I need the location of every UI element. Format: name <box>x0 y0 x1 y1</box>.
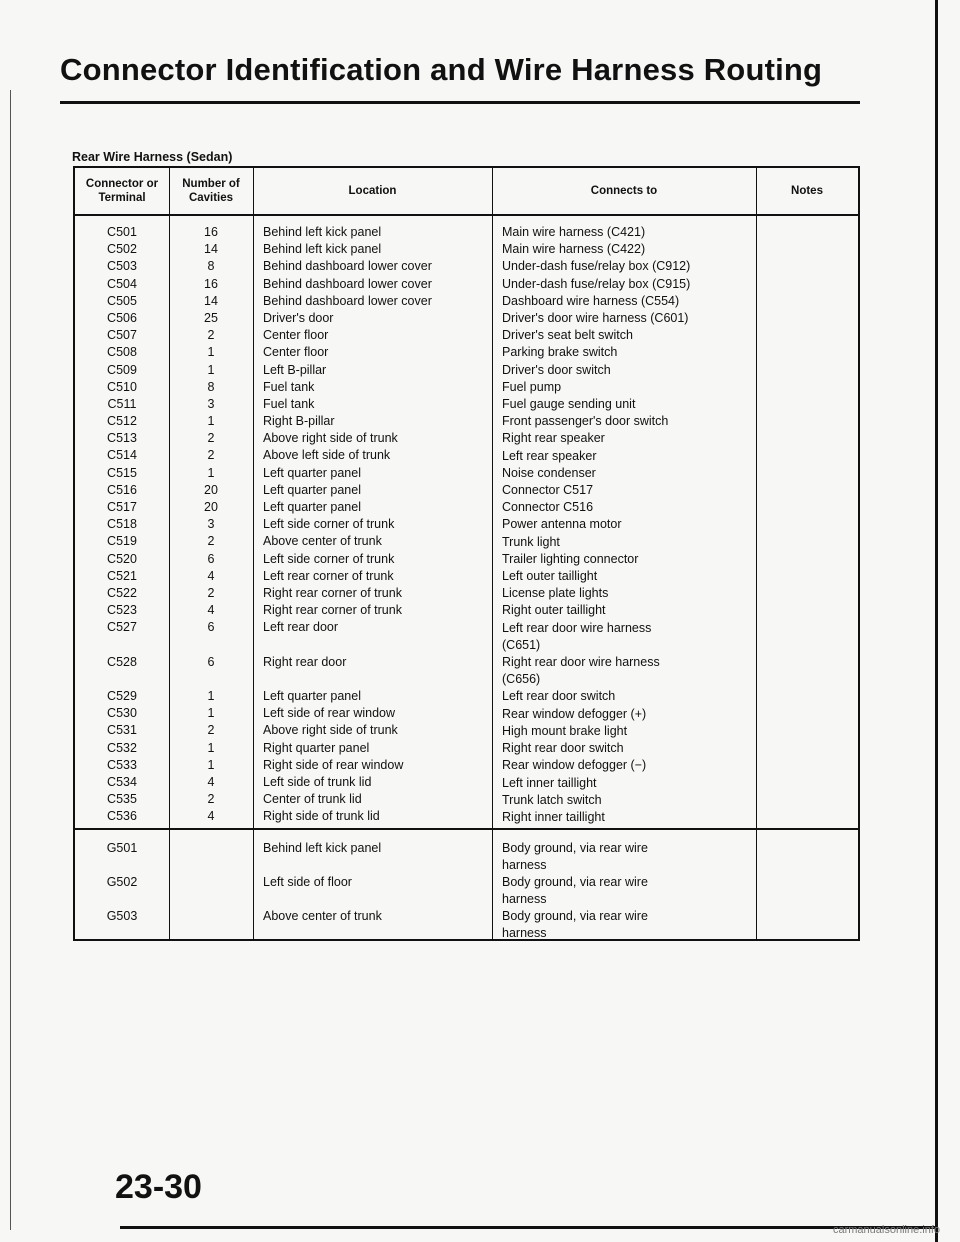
connects-to-line: Parking brake switch <box>502 345 618 360</box>
connects-to-cell <box>502 276 690 293</box>
cavity-count: 6 <box>207 551 215 566</box>
connects-to-line: Right outer taillight <box>502 603 606 618</box>
connector-location: Left B-pillar <box>263 362 327 377</box>
connects-to-cell <box>502 723 690 740</box>
cavity-count: 1 <box>207 465 215 480</box>
connects-to-line: Under-dash fuse/relay box (C915) <box>502 276 691 291</box>
connects-to-line: Connector C517 <box>502 483 594 498</box>
connector-location: Fuel tank <box>263 379 315 394</box>
cavity-count: 1 <box>207 706 215 721</box>
connects-to-line: (C651) <box>502 637 541 652</box>
connector-location: Left quarter panel <box>263 689 361 704</box>
connects-to-cell <box>502 310 690 327</box>
cavity-count: 25 <box>204 310 218 325</box>
connector-id: C503 <box>107 259 137 274</box>
connects-to-line: Driver's door switch <box>502 362 611 377</box>
location-column <box>263 224 432 826</box>
connector-id: C529 <box>107 689 137 704</box>
connects-to-line: Left inner taillight <box>502 775 597 790</box>
cavity-count: 2 <box>207 585 215 600</box>
title-rule <box>60 101 860 104</box>
connector-location: Above center of trunk <box>263 534 382 549</box>
cavity-count: 1 <box>207 362 215 377</box>
connects-to-line: Left rear door wire harness <box>502 620 652 635</box>
connector-location: Above right side of trunk <box>263 431 398 446</box>
connector-location: Right side of rear window <box>263 757 404 772</box>
connects-to-cell <box>502 465 690 482</box>
section-divider <box>75 828 858 830</box>
connector-id: C504 <box>107 276 137 291</box>
connector-id: C520 <box>107 551 137 566</box>
connector-location: Left side corner of trunk <box>263 517 395 532</box>
binder-edge-line <box>10 90 11 1230</box>
connects-to-line: Trailer lighting connector <box>502 551 639 566</box>
cavity-count: 3 <box>207 396 215 411</box>
connector-id: C517 <box>107 500 137 514</box>
connects-to-line: Fuel pump <box>502 379 562 394</box>
connector-id: C521 <box>107 568 137 583</box>
connector-id: C536 <box>107 809 137 824</box>
header-notes: Notes <box>791 185 823 197</box>
connector-id: C505 <box>107 293 137 308</box>
header-connects-to: Connects to <box>590 185 658 197</box>
connector-id: C532 <box>107 740 137 755</box>
col-divider <box>253 168 254 939</box>
cavity-count: 1 <box>207 414 215 429</box>
connector-id: C506 <box>107 310 137 325</box>
cavity-count: 14 <box>204 293 218 308</box>
connects-to-cell <box>502 499 690 516</box>
connects-to-cell <box>502 379 690 396</box>
connector-location: Right side of trunk lid <box>263 809 380 824</box>
connects-to-cell <box>502 757 690 774</box>
connects-to-line: Rear window defogger (−) <box>502 758 647 773</box>
connects-to-line: Driver's seat belt switch <box>502 328 633 343</box>
connector-location: Behind dashboard lower cover <box>263 293 432 308</box>
cavity-count: 2 <box>207 723 215 738</box>
connects-to-cell <box>502 585 690 602</box>
connects-to-line: Dashboard wire harness (C554) <box>502 293 680 308</box>
ground-id: G502 <box>106 875 138 889</box>
connects-to-line: Rear window defogger (+) <box>502 706 647 721</box>
cavity-count: 16 <box>204 225 218 239</box>
connects-to-line: Left rear door switch <box>502 689 616 704</box>
ground-connects-to-line: Body ground, via rear wire <box>502 841 648 855</box>
watermark: carmanualsonline.info <box>832 1224 940 1236</box>
connector-id: C523 <box>107 603 137 618</box>
cavity-count: 6 <box>207 654 215 669</box>
connects-to-line: Fuel gauge sending unit <box>502 397 636 412</box>
connector-id: C507 <box>107 328 137 343</box>
connects-to-line: License plate lights <box>502 586 609 601</box>
connector-location: Left rear door <box>263 620 339 635</box>
connects-to-line: Trunk light <box>502 534 560 549</box>
connector-location: Center floor <box>263 328 329 343</box>
connector-location: Behind left kick panel <box>263 242 382 257</box>
connects-to-cell <box>502 775 690 792</box>
connector-id: C515 <box>107 465 137 480</box>
ground-location: Above center of trunk <box>263 909 382 923</box>
ground-connects-to-line: Body ground, via rear wire <box>502 875 648 889</box>
connector-id: C502 <box>107 242 137 257</box>
connector-location: Left quarter panel <box>263 482 361 497</box>
connects-to-cell <box>502 396 690 413</box>
connects-to-line: Main wire harness (C421) <box>502 225 646 239</box>
cavity-count: 2 <box>207 328 215 343</box>
cavity-count: 1 <box>207 757 215 772</box>
header-connector: Connector or Terminal <box>85 178 159 204</box>
connector-location: Right rear door <box>263 654 347 669</box>
connects-to-cell <box>502 534 690 551</box>
connector-id: C518 <box>107 517 137 532</box>
connects-to-cell <box>502 482 690 499</box>
header-cavities: Number of Cavities <box>182 178 240 204</box>
col-divider <box>756 168 757 939</box>
connects-to-line: Right rear door switch <box>502 741 624 756</box>
cavity-count: 4 <box>207 568 215 583</box>
connector-id: C509 <box>107 362 137 377</box>
connects-to-line: Right rear door wire harness <box>502 655 660 670</box>
connects-to-cell <box>502 792 690 809</box>
connector-location: Right quarter panel <box>263 740 370 755</box>
connector-id: C535 <box>107 792 137 807</box>
connects-to-cell <box>502 430 690 447</box>
connector-id: C512 <box>107 414 137 429</box>
table-header <box>75 168 858 216</box>
connector-id: C511 <box>107 396 137 411</box>
ground-connects-to-line: harness <box>502 892 547 906</box>
cavity-count: 20 <box>204 500 218 514</box>
connects-to-cell <box>502 551 690 568</box>
connector-id: C516 <box>107 482 137 497</box>
connector-location: Right rear corner of trunk <box>263 603 402 618</box>
page-number: 23-30 <box>115 1168 202 1206</box>
binder-edge-line-right <box>935 0 938 1242</box>
ground-location: Left side of floor <box>263 875 352 889</box>
connects-to-column <box>502 224 690 826</box>
connector-location: Right B-pillar <box>263 414 335 429</box>
connects-to-line: Main wire harness (C422) <box>502 242 646 257</box>
connector-location: Behind dashboard lower cover <box>263 259 432 274</box>
connector-table <box>73 166 860 941</box>
cavity-count: 3 <box>207 517 215 532</box>
connects-to-line: Power antenna motor <box>502 517 622 532</box>
col-divider <box>492 168 493 939</box>
connector-id: C533 <box>107 757 137 772</box>
connector-location: Left side of trunk lid <box>263 775 372 790</box>
cavity-count: 1 <box>207 345 215 360</box>
connector-id-column <box>75 224 169 826</box>
connector-id: C501 <box>107 225 137 239</box>
connects-to-line: Left outer taillight <box>502 569 598 584</box>
connects-to-cell <box>502 602 690 619</box>
table-subtitle: Rear Wire Harness (Sedan) <box>72 150 233 164</box>
connects-to-cell <box>502 448 690 465</box>
connects-to-line: Right inner taillight <box>502 809 605 824</box>
cavity-count: 6 <box>207 620 215 635</box>
cavity-count: 4 <box>207 775 215 790</box>
connector-id: C527 <box>107 620 137 635</box>
connector-id: C510 <box>107 379 137 394</box>
connects-to-line: High mount brake light <box>502 723 628 738</box>
connects-to-cell <box>502 568 690 585</box>
cavity-count: 4 <box>207 603 215 618</box>
connects-to-cell <box>502 258 690 275</box>
cavities-column <box>169 224 253 826</box>
connects-to-line: (C656) <box>502 672 541 687</box>
connector-location: Fuel tank <box>263 396 315 411</box>
connects-to-line: Noise condenser <box>502 465 596 480</box>
cavity-count: 2 <box>207 792 215 807</box>
connector-location: Behind left kick panel <box>263 225 382 239</box>
connects-to-line: Right rear speaker <box>502 431 605 446</box>
connects-to-cell <box>502 413 690 430</box>
connector-location: Left quarter panel <box>263 465 361 480</box>
ground-location: Behind left kick panel <box>263 841 382 855</box>
ground-id: G501 <box>106 841 138 855</box>
connects-to-cell <box>502 809 690 826</box>
connects-to-cell <box>502 293 690 310</box>
connector-location: Left side corner of trunk <box>263 551 395 566</box>
cavity-count: 16 <box>204 276 218 291</box>
connector-id: C530 <box>107 706 137 721</box>
connector-location: Left quarter panel <box>263 500 361 514</box>
connector-location: Above right side of trunk <box>263 723 398 738</box>
connects-to-line: Trunk latch switch <box>502 792 602 807</box>
page-title: Connector Identification and Wire Harness Routing <box>60 52 823 87</box>
connects-to-cell <box>502 654 690 688</box>
ground-id: G503 <box>106 909 138 923</box>
cavity-count: 14 <box>204 242 218 257</box>
connects-to-line: Left rear speaker <box>502 448 597 463</box>
connects-to-line: Driver's door wire harness (C601) <box>502 311 689 326</box>
connects-to-line: Connector C516 <box>502 500 594 515</box>
connector-id: C519 <box>107 534 137 549</box>
ground-connects-to-line: harness <box>502 926 547 940</box>
connector-location: Behind dashboard lower cover <box>263 276 432 291</box>
connector-location: Left side of rear window <box>263 706 396 721</box>
connector-id: C514 <box>107 448 137 463</box>
connects-to-cell <box>502 327 690 344</box>
page-bottom-rule <box>120 1226 936 1229</box>
cavity-count: 2 <box>207 448 215 463</box>
ground-connects-to-line: Body ground, via rear wire <box>502 909 648 923</box>
connector-id: C534 <box>107 775 137 790</box>
connector-location: Left rear corner of trunk <box>263 568 394 583</box>
connects-to-cell <box>502 344 690 361</box>
connects-to-cell <box>502 706 690 723</box>
connects-to-cell <box>502 224 690 241</box>
cavity-count: 2 <box>207 534 215 549</box>
connector-id: C513 <box>107 431 137 446</box>
cavity-count: 4 <box>207 809 215 824</box>
connector-location: Center of trunk lid <box>263 792 362 807</box>
connects-to-cell <box>502 688 690 705</box>
cavity-count: 8 <box>207 259 215 274</box>
header-location: Location <box>348 185 397 197</box>
connector-id: C508 <box>107 345 137 360</box>
connects-to-line: Front passenger's door switch <box>502 414 669 429</box>
connects-to-cell <box>502 516 690 533</box>
connector-id: C528 <box>107 654 137 669</box>
connector-location: Driver's door <box>263 310 334 325</box>
ground-connects-to-line: harness <box>502 858 547 872</box>
connector-location: Above left side of trunk <box>263 448 391 463</box>
connects-to-cell <box>502 620 690 654</box>
connects-to-cell <box>502 740 690 757</box>
connector-location: Right rear corner of trunk <box>263 585 402 600</box>
cavity-count: 1 <box>207 740 215 755</box>
connector-location: Center floor <box>263 345 329 360</box>
cavity-count: 20 <box>204 482 218 497</box>
connects-to-line: Under-dash fuse/relay box (C912) <box>502 259 691 274</box>
connects-to-cell <box>502 362 690 379</box>
connector-id: C522 <box>107 585 137 600</box>
cavity-count: 2 <box>207 431 215 446</box>
connector-id: C531 <box>107 723 137 738</box>
connects-to-cell <box>502 241 690 258</box>
cavity-count: 1 <box>207 689 215 704</box>
cavity-count: 8 <box>207 379 215 394</box>
